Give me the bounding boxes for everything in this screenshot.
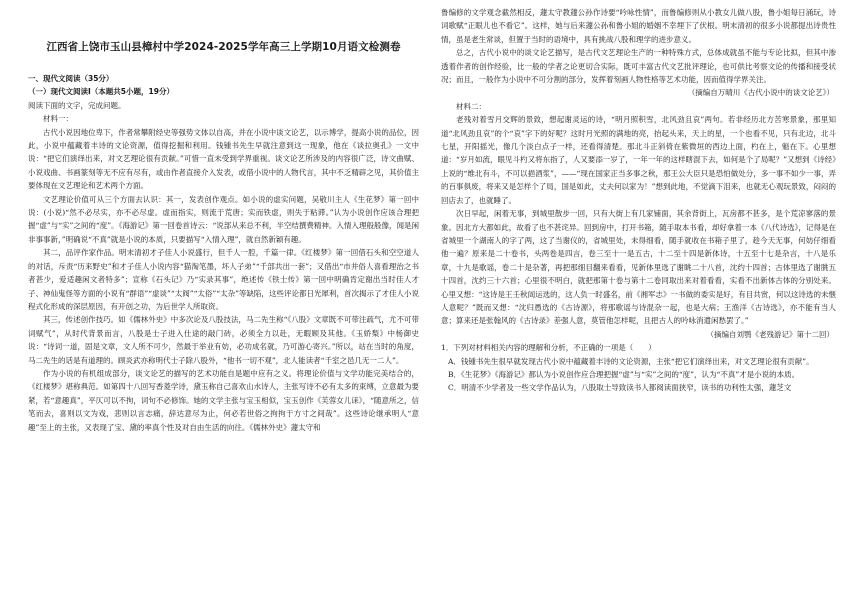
material1-label: 材料一： <box>43 114 73 124</box>
paragraph: 文艺理论价值可从三个方面去认识：其一，发表创作观点。如小说的虚实问题，吴敬川主人《生花梦》第一回中说：(小说)“然不必尽实，亦不必尽虚。虚而指实，则流于荒唐；实而铁虚，则失于粘滞。”认为小说创作应该合理把握“虚”与“实”之间的“度”。《海游记》第一回卷首诗云：“说部从来总不利，半空结撰费精神。入情入理般般像，闻是闲非事事新，”明确说“不真”就是小说的本质，只要描写“入情入理”，就自然新颖有趣。 <box>28 194 419 244</box>
left-column <box>28 0 419 434</box>
source-citation: （摘编自万晴川《古代小说中的谈文论艺》） <box>687 88 834 98</box>
paragraph: 总之，古代小说中的谈文论艺描写，是古代文艺理论生产的一种特殊方式，总体成就虽不能与专论比拟，但其中渗透着作者的创作经验，比一般的学者之论更切合实际，既可丰富古代文艺批评理论，也可供比考察文论的传播和接受状况；而且，一般作为小说中不可分割的部分，发挥着刻画人物性格等艺术功能，因而值得学界关注。 <box>441 48 836 85</box>
section-heading: 一、现代文阅读（35分） <box>28 74 114 83</box>
paragraph: 鲁编修的文学观念截然相反，蘧太守教蘧公孙作诗要“吟咏性情”，而鲁编修则从小教女儿做八股，鲁小姐每日涌玩，诗词歌赋“正眼儿也不看它”。这样，她与后来蘧公孙和鲁小姐的婚姻不幸埋下了伏根。明末清初的很多小说都提出诗贵性情，虽是老生常谈，但置于当时的语境中，具有挑战八股和理学的进步意义。 <box>441 8 836 44</box>
paragraph: 古代小说因地位卑下，作者常攀附经史等强势文体以自高，并在小说中谈文论艺，以示博学，提高小说的品位，因此，小说中蕴藏着丰诗的文论资源，值得挖掘和利用。钱锺书先生早就注意到这一现象，他在《谈拉奥孔》一文中说：“把它们演绎出来，对文艺理论很有贡献。”可惜一直未受到学界重视。谈文论艺所涉及的内容很广泛，诗文曲赋、小说戏曲、书画篆刻等无不应有尽有，或由作者直接介入发表，或借小说中的人物代言，其中不乏精辟之见，其价值主要体现在文艺理论和艺术两个方面。 <box>28 127 419 191</box>
paragraph: 老残对着雪月交辉的景致，想起谢灵运的诗，“明月照积雪，北风劲且哀”两句。若非经历北方苦寒景象，那里知道“北风劲且哀”的个“哀”字下的好呢？这时月光照的满地的亮，抬起头来，天上的星，一个也看不见，只有北边，北斗七星，开阳摇光，像几个淡白点子一样，还看得清楚。那北斗正斜倚在紫微垣的西边上面，杓在上，魁在下。心里想道：“岁月如流，眼见斗杓又将东指了，人又要添一岁了，一年一年的这样瞎混下去，如何是个了局呢？”又想到《诗经》上说的“维北有斗，不可以挹酒浆”，——“现在国家正当多事之秋，那王公大臣只是恐怕做处分，多一事不如少一事，弄的百事俱废，将来又是怎样个了局，国是如此，丈夫何以家为！”想到此地，不觉滴下泪来，也就无心观玩景致，闷闷的回店去了，也就睡了。 <box>441 115 836 205</box>
source-citation: （摘编自刘鹗《老残游记》第十二回） <box>706 329 834 339</box>
paragraph: 其二，品评作家作品。明末清初才子佳人小说盛行，但千人一腔，千篇一律。《红楼梦》第一回借石头和空空道人的对话，斥责“历来野史”和才子佳人小说内容“猫淘笔墨，坏人子弟”“千部共出一套”；又借出“市井俗人喜看理治之书者甚少，爱适趣闲文者特多”；宣称《石头记》乃“实录其事”，绝述传《铁士传》第一回中明确肯定谢出当时佳人才子、神仙鬼怪等方面的小说有“群语”“虚谈”“太阀”“太俗”“太杂”等缺陷，这些评论都日光犀利，首次揭示了才佳人小说程式化形成的深层原因，有开创之功，为后世学人所取资。 <box>28 248 419 311</box>
instruction: 阅读下面的文字，完成问题。 <box>28 100 126 110</box>
paragraph: 作为小说的有机组成部分，谈文论艺的描写的艺术功能自是题中应有之义。将理论价值与文学功能完美结合的，《红楼梦》堪称典范。如第四十八回写香菱学诗，黛玉称自己喜欢山水诗人，主张写诗不必有太多的束缚，立意最为要紧，若“意趣真”，平仄可以不拘，词句不必修饰。她的文学主张与宝玉相似，宝玉创作《芙蓉女儿诔》，“随意所之，信笔而去，喜则以文为戏，悲则以言志痛，辞达意尽为止，何必若世俗之拘拘于方寸之间哉”。这些诗论继承明人“意趣”至上的主张，又表现了宝、黛的率真个性及对自由生活的向往。《儒林外史》蘧太守和 <box>28 368 419 432</box>
material2-label: 材料二： <box>456 101 486 111</box>
answer-option-c: C．明清不少学者及一些文学作品认为，八股取士导致读书人都阅读面狭窄，读书的功利性太强，蘧芝文 <box>448 383 792 393</box>
subsection-heading: （一）现代文阅读Ⅰ（本题共5小题，19分） <box>28 87 174 97</box>
question-stem: 1．下列对材料相关内容的理解和分析，不正确的一项是（ ） <box>441 343 656 353</box>
right-column <box>441 0 836 395</box>
document-title: 江西省上饶市玉山县樟村中学2024-2025学年高三上学期10月语文检测卷 <box>46 41 401 53</box>
answer-option-b: B．《生花梦》《海游记》都认为小说创作应合理把握“虚”与“实”之间的“度”，认为“不真”才是小说的本质。 <box>448 369 800 379</box>
answer-option-a: A．钱锺书先生很早就发现古代小说中蕴藏着丰诗的文论资源，主张“把它们演绎出来，对文艺理论很有贡献”。 <box>448 356 814 366</box>
paragraph: 次日早起，闲着无事，到城里散步一回，只有大街上有几家铺面，其余背街上，瓦房都不甚多，是个荒凉寥落的景象。因北方大都如此，故看了也不甚诧异。回到房中，打开书箱，随手取本书看，却好拿着一本《八代诗选》，记得是在省城里一个湖南人的字了两，这了当谢仪的，省城里处，未得细看，随手就收在书箱子里了，趁今天无事，何妨仔细看他一遍？原来是二十卷书，头两卷是四言，卷三至十一是五古，十二至十四是新体诗，十五至十七是杂言，十八是乐章，十九是歌谣，卷二十是杂著，再把那细目翻来看看，见新体里选了谢眺二十八首，沈约十四首；古体里选了谢朓五十四首，沈约三十六首；心里很不明白，就把那第十卷与第十二卷同取出来对着看看，实看不出新体古体的分别处来。心里又想：“这诗是王壬秋闿运选的，这人负一时盛名，前《湘军志》一书做的委实是好，有目共赏，何以这诗选的未惬人意呢？”既而又想：“沈归愚选的《古诗源》，将那歌谣与诗混杂一起，也是大病；王渔洋《古诗选》，亦不能有当人意；算来还是张翰风的《古诗录》差强人意，莫管他怎样呢，且把古人的吟咏消遣闲愁罢了。” <box>441 209 836 326</box>
paragraph: 其三，传述创作技巧。如《儒林外史》中多次论及八股技法，马二先生称“《八股》文章既不可带注疏气，尤不可带词赋气”，从时代背景而言，八股是士子进入仕途的敲门砖，必须全力以赴，无暇顾及其他。《玉娇梨》中杨御史说：“诗词一道，固是文章，文人所不可少，然最于举业有妨，必功成名就，乃可游心寄兴。”所以，站在当时的角度，马二先生的话是有道理的。顾炎武亦称明代士子除八股外，“他书一切不观”，北人能读者“千室之邑几无一二人”。 <box>28 315 419 365</box>
